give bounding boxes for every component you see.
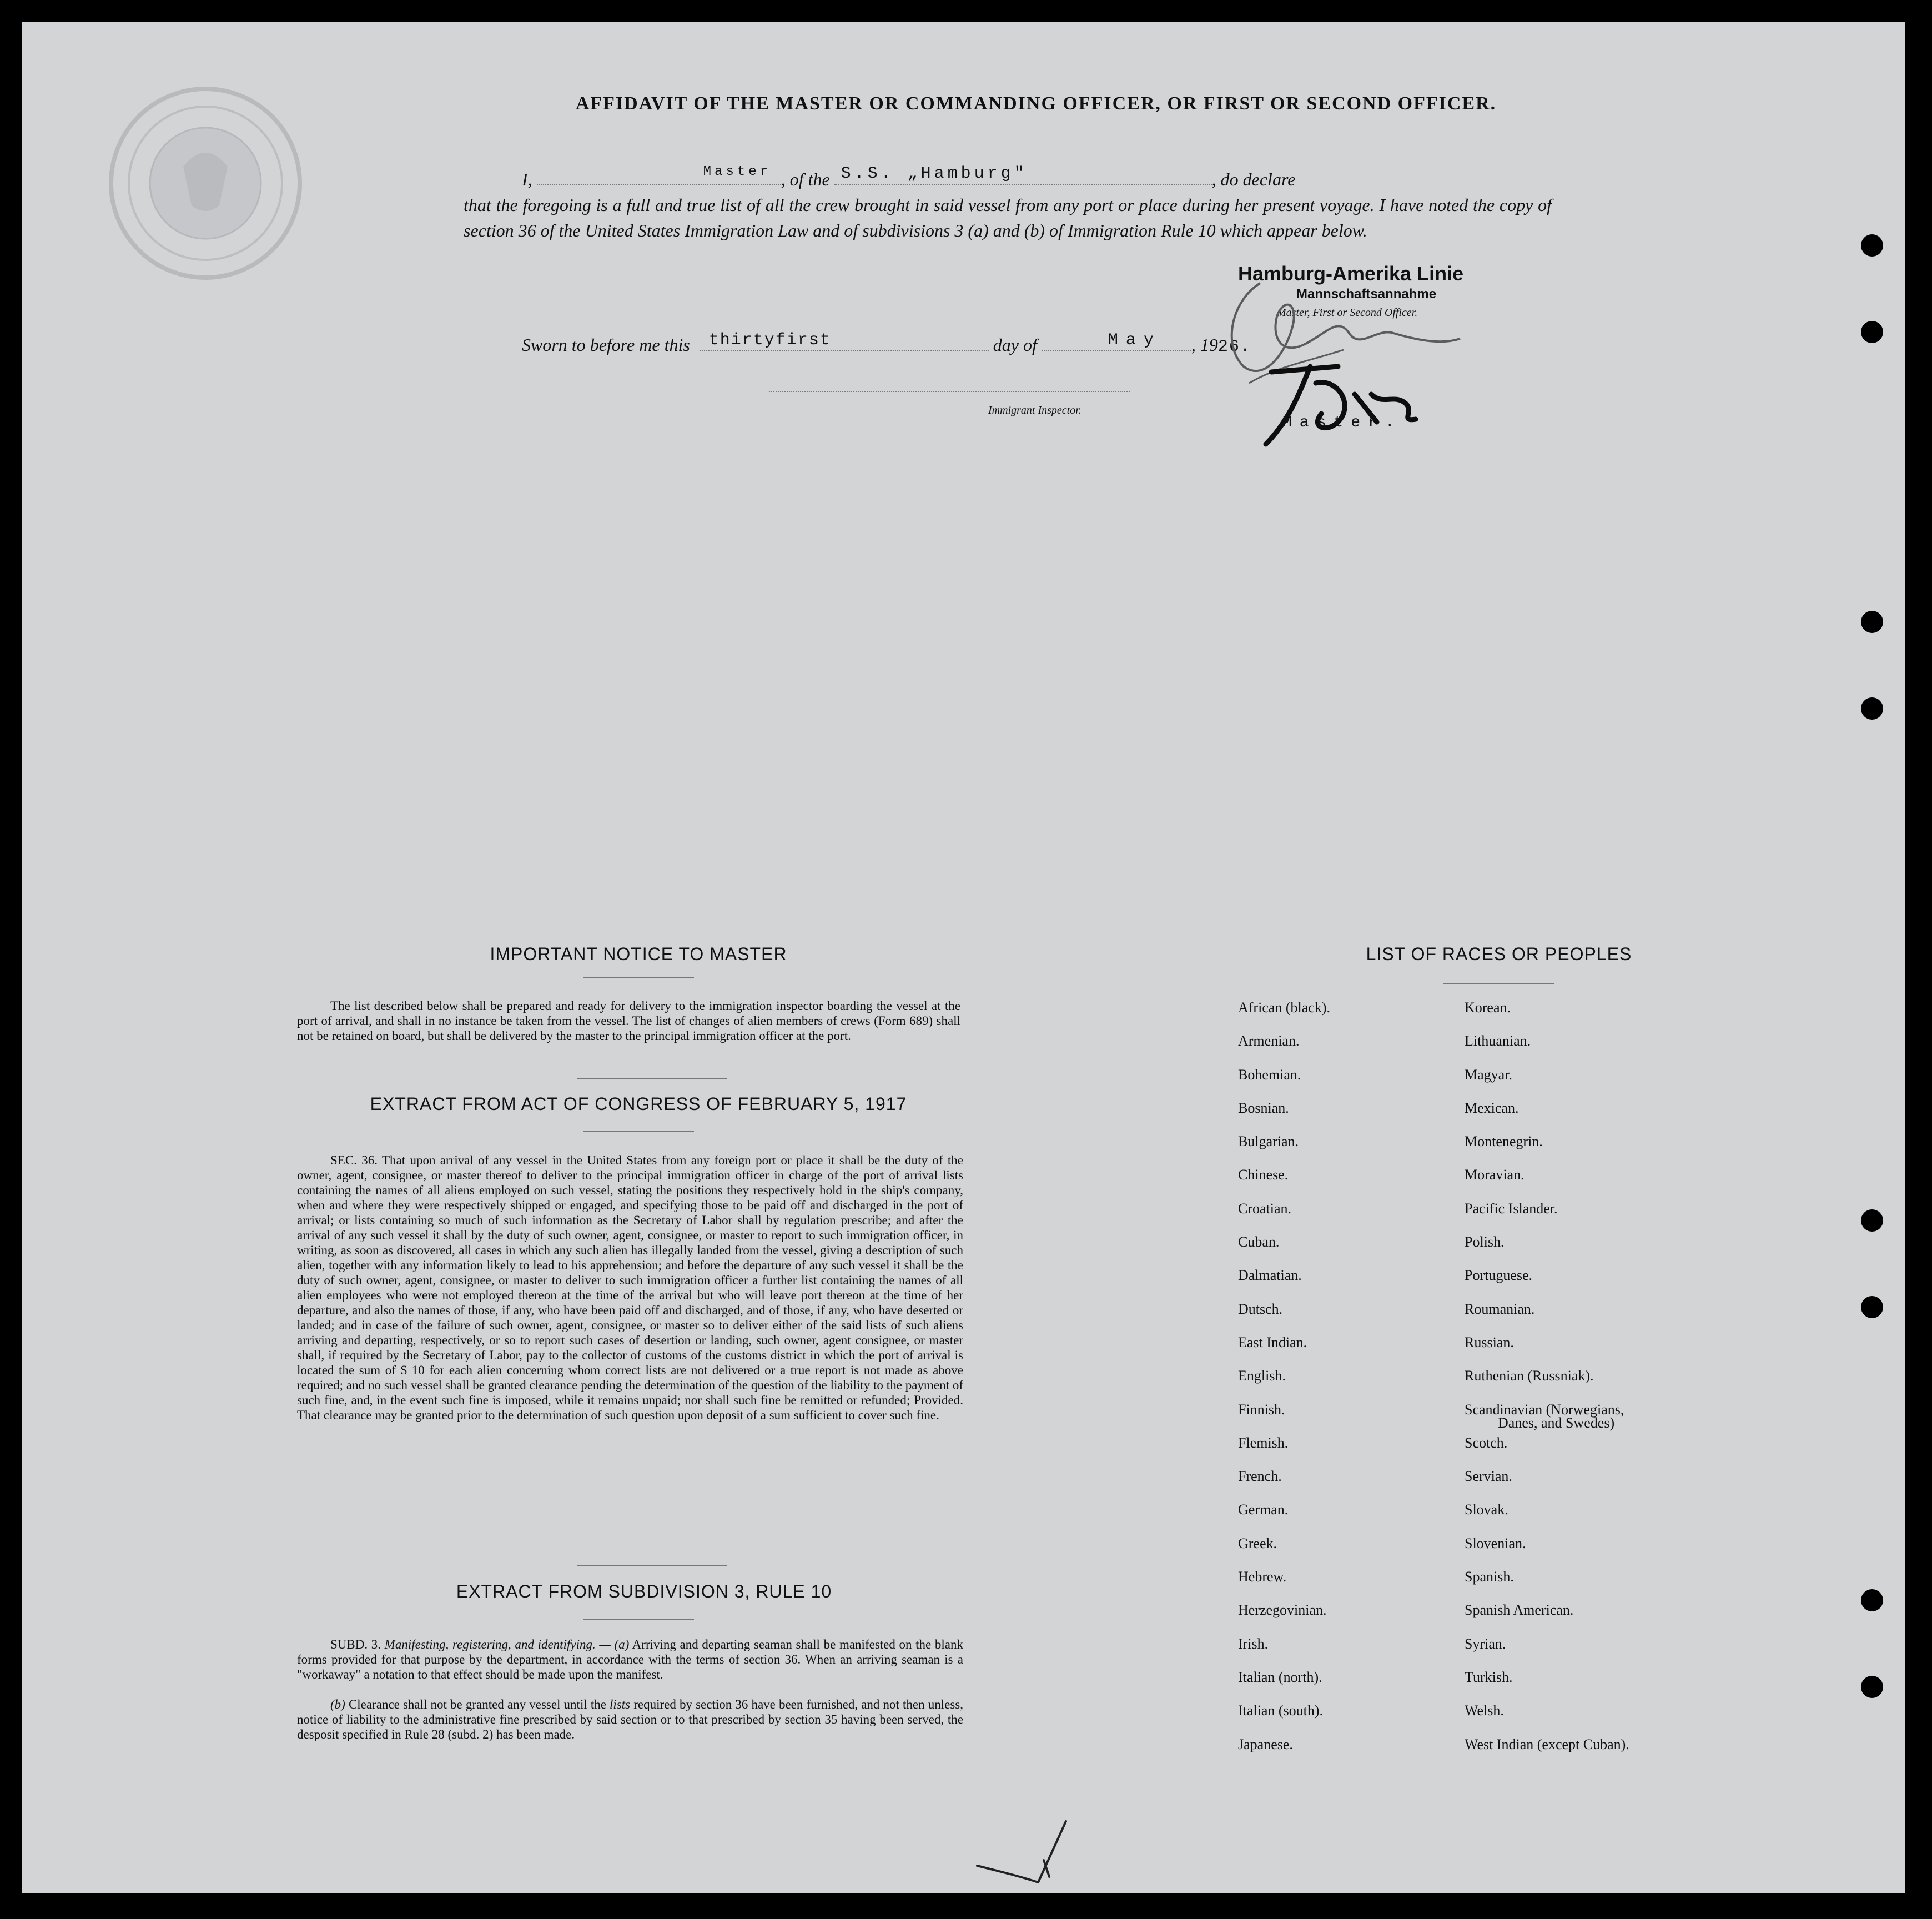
race-item: Korean. <box>1465 999 1511 1016</box>
officer-rank-field: Master <box>703 164 772 179</box>
race-item: Italian (north). <box>1238 1669 1322 1685</box>
race-item: Flemish. <box>1238 1434 1289 1451</box>
race-item: Russian. <box>1465 1334 1514 1350</box>
race-item: Armenian. <box>1238 1033 1300 1049</box>
race-item: Irish. <box>1238 1635 1269 1652</box>
race-item: Japanese. <box>1238 1736 1293 1752</box>
race-item: Montenegrin. <box>1465 1133 1543 1150</box>
day-of-label: day of <box>993 335 1037 355</box>
race-item: Bohemian. <box>1238 1066 1301 1083</box>
race-item: English. <box>1238 1368 1286 1384</box>
department-stamp: Mannschaftsannahme <box>1296 287 1437 302</box>
races-left-column <box>1238 999 1471 1770</box>
race-item: Slovenian. <box>1465 1535 1526 1551</box>
punch-hole-icon <box>1861 321 1883 343</box>
subd-a-heading: Manifesting, registering, and identifying. — (a) <box>384 1637 630 1651</box>
race-item: Magyar. <box>1465 1066 1512 1083</box>
punch-hole-icon <box>1861 1209 1883 1232</box>
declaration-suffix: , do declare <box>1211 169 1296 189</box>
race-item: Italian (south). <box>1238 1702 1324 1719</box>
subd-b-body-1: Clearance shall not be granted any vessel until the <box>348 1697 606 1711</box>
subd-b-lists: lists <box>610 1697 631 1711</box>
race-item: Spanish. <box>1465 1569 1514 1585</box>
rule-subd-b <box>297 1697 963 1742</box>
race-item: French. <box>1238 1468 1282 1485</box>
race-item: Syrian. <box>1465 1635 1506 1652</box>
race-item: Bosnian. <box>1238 1099 1289 1116</box>
declaration-body: that the foregoing is a full and true list of all the crew brought in said vessel from any port or place during her present voyage. I have noted the copy of section 36 of the United States Immigration Law and of subdivisions 3 (a) and (b) of Immigration Rule 10 which appear below. <box>464 195 1552 240</box>
notice-divider <box>583 977 694 978</box>
race-item: Roumanian. <box>1465 1300 1535 1317</box>
sworn-month-field: May <box>1108 331 1161 350</box>
race-item: West Indian (except Cuban). <box>1465 1736 1629 1752</box>
punch-hole-icon <box>1861 1589 1883 1611</box>
declaration-line <box>522 164 1296 190</box>
race-item: Hebrew. <box>1238 1569 1287 1585</box>
race-item: German. <box>1238 1501 1289 1518</box>
act-extract-body: SEC. 36. That upon arrival of any vessel in the United States from any foreign port or place it shall be the duty of the owner, agent, consignee, or master thereof to deliver to the principal immigration officer in charge of the port of arrival lists containing the names of all aliens employed on such vessel, stating the positions they respectively hold in the ship's company, when and where they were respectively shipped or engaged, and specifying those to be paid off and discharged in the port of arrival; or lists containing so much of such information as the Secretary of Labor shall by regulation prescribe; and after the arrival of any such vessel it shall by the duty of such owner, agent, consignee, or master to report to such immigration officer, in writing, as soon as discovered, all cases in which any such alien has illegally landed from the vessel, giving a description of such alien, together with any information likely to lead to his apprehension; and before the departure of any such vessel it shall be the duty of such owner, agent, consignee, or master to deliver to such immigration officer a further list containing the names of all alien employees who were not employed thereon at the time of the arrival but who will leave port thereon at the time of her departure, and also the names of those, if any, who have been paid off and discharged, and of those, if any, who have deserted or landed; and in case of the failure of such owner, agent, consignee, or master so to deliver either of the said lists of such aliens arriving and departing, respectively, or so to report such cases of desertion or landing, such owner, agent consignee, or master shall, if required by the Secretary of Labor, pay to the collector of customs of the customs district in which the port of arrival is located the sum of $ 10 for each alien concerning whom correct lists are not delivered or a true report is not made as above required; and no such vessel shall be granted clearance pending the determination of the question of the liability to the payment of such fine, and, in the event such fine is imposed, while it remains unpaid; nor shall such fine be remitted or refunded; Provided. That clearance may be granted prior to the determination of such question upon deposit of a sum sufficient to cover such fine. <box>297 1153 963 1422</box>
race-item: Herzegovinian. <box>1238 1602 1327 1619</box>
race-item: Moravian. <box>1465 1167 1525 1183</box>
race-item: Ruthenian (Russniak). <box>1465 1368 1594 1384</box>
notice-body: The list described below shall be prepared and ready for delivery to the immigration inspector boarding the vessel at the port of arrival, and shall in no instance be taken from the vessel. The list of changes of alien members of crews (Form 689) shall not be retained on board, but shall be delivered by the master to the principal immigration officer at the port. <box>297 999 960 1043</box>
year-suffix-field: 26. <box>1217 338 1251 356</box>
races-title: LIST OF RACES OR PEOPLES <box>1366 944 1632 964</box>
punch-hole-icon <box>1861 1676 1883 1698</box>
subd-a-body: Arriving and departing seaman shall be manifested on the blank forms provided for that purpose by the department, in accordance with the terms of section 36. When an arriving seaman is a "workaway" a notation to that effect should be made upon the manifest. <box>297 1637 964 1681</box>
sworn-prefix: Sworn to before me this <box>522 335 690 355</box>
act-extract-title: EXTRACT FROM ACT OF CONGRESS OF FEBRUARY 5, 1917 <box>370 1094 907 1114</box>
rule-extract-title: EXTRACT FROM SUBDIVISION 3, RULE 10 <box>456 1581 832 1601</box>
notice-bottom-divider <box>577 1078 727 1079</box>
subd-b-body-2: required by section 36 have been furnished, and not then unless, notice of liability to the administrative fine prescribed by said section or to that prescribed by section 35 having been served, the desposit specified in Rule 28 (subd. 2) has been made. <box>297 1697 963 1741</box>
race-item: Greek. <box>1238 1535 1277 1551</box>
rule-subd-a <box>297 1637 963 1682</box>
race-item: Spanish American. <box>1465 1602 1574 1619</box>
race-item: Dutsch. <box>1238 1300 1283 1317</box>
inspector-signature-line <box>769 391 1130 392</box>
document-page <box>22 22 1905 1893</box>
race-item: Turkish. <box>1465 1669 1513 1685</box>
declaration-prefix: I, <box>522 169 532 189</box>
subd-a-lead: SUBD. 3. <box>330 1637 381 1651</box>
year-prefix: , 19 <box>1191 335 1218 355</box>
punch-hole-icon <box>1861 697 1883 720</box>
notice-title: IMPORTANT NOTICE TO MASTER <box>490 944 787 964</box>
race-item: Polish. <box>1465 1234 1505 1250</box>
affidavit-title: AFFIDAVIT OF THE MASTER OR COMMANDING OFFICER, OR FIRST OR SECOND OFFICER. <box>575 93 1497 114</box>
race-item: Mexican. <box>1465 1099 1519 1116</box>
race-item: Pacific Islander. <box>1465 1200 1558 1217</box>
race-item: Slovak. <box>1465 1501 1508 1518</box>
race-item: Finnish. <box>1238 1401 1285 1418</box>
act-bottom-divider <box>577 1565 727 1566</box>
pen-mark-icon <box>966 1810 1088 1893</box>
company-stamp: Hamburg-Amerika Linie <box>1238 262 1464 285</box>
race-item <box>1465 1401 1698 1435</box>
race-item: Bulgarian. <box>1238 1133 1299 1150</box>
race-item: Lithuanian. <box>1465 1033 1531 1049</box>
sworn-line <box>522 333 1251 356</box>
race-item: Portuguese. <box>1465 1267 1533 1284</box>
master-signature-rank: Master. <box>1282 414 1402 431</box>
race-item-label: Scandinavian (Norwegians, <box>1465 1401 1624 1418</box>
punch-hole-icon <box>1861 234 1883 257</box>
act-divider <box>583 1131 694 1132</box>
races-right-column <box>1465 999 1698 1770</box>
race-item: Servian. <box>1465 1468 1512 1485</box>
race-item: Dalmatian. <box>1238 1267 1302 1284</box>
punch-hole-icon <box>1861 1296 1883 1318</box>
race-item: Croatian. <box>1238 1200 1292 1217</box>
master-signature-icon <box>1249 361 1449 450</box>
of-the-label: , of the <box>781 169 830 189</box>
races-divider <box>1443 983 1554 984</box>
race-item: East Indian. <box>1238 1334 1307 1350</box>
race-item: Scotch. <box>1465 1434 1508 1451</box>
race-item: Cuban. <box>1238 1234 1280 1250</box>
officer-label: Master, First or Second Officer. <box>1277 307 1418 319</box>
race-item: Welsh. <box>1465 1702 1504 1719</box>
punch-hole-icon <box>1861 611 1883 633</box>
race-item-continuation: Danes, and Swedes) <box>1498 1414 1615 1431</box>
inspector-label: Immigrant Inspector. <box>988 404 1081 416</box>
ship-name-field: S.S. „Hamburg" <box>841 164 1028 183</box>
sworn-day-field: thirtyfirst <box>708 331 831 350</box>
race-item: African (black). <box>1238 999 1331 1016</box>
subd-b-lead: (b) <box>330 1697 345 1711</box>
rule-divider <box>583 1619 694 1620</box>
race-item: Chinese. <box>1238 1167 1289 1183</box>
